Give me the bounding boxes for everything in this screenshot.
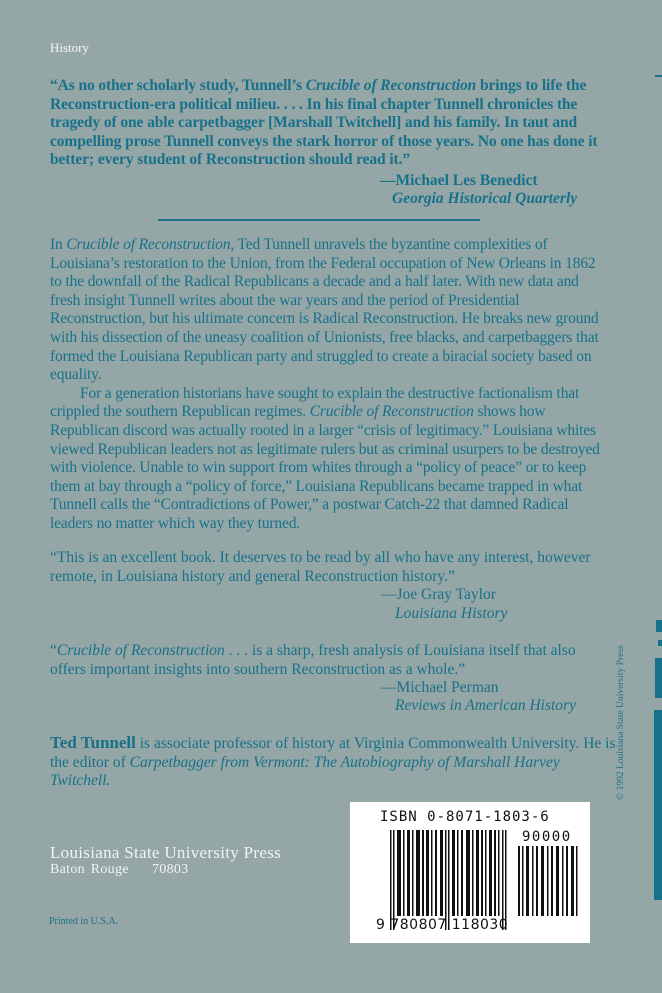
quote-author: —Michael Perman: [381, 679, 499, 696]
quote-author: —Michael Les Benedict: [380, 172, 538, 189]
isbn-barcode: [350, 802, 590, 943]
description-paragraph: In Crucible of Reconstruction, Ted Tunnell unravels the byzantine complexities of Louisiana’s restoration to the Union, from the Federal occupation of New Orleans in 1862 to the downfall of the Radical Republicans a decade and a half later. With new data and fresh insight Tunnell writes about the war years and the period of Presidential Reconstruction, but his ultimate concern is Radical Reconstruction. He breaks new ground with his dissection of the uneasy coalition of Unionists, free blacks, and carpetbaggers that formed the Louisiana Republican party and struggled to create a biracial society based on equality.: [50, 236, 599, 384]
price-code: 90000: [522, 829, 572, 845]
barcode-bars-icon: [390, 830, 508, 930]
spine-edge-decoration-icon: [652, 590, 662, 900]
printed-in-label: Printed in U.S.A.: [49, 916, 119, 927]
author-bio: Ted Tunnell is associate professor of history at Virginia Commonwealth University. He is the editor of Carpetbagger from Vermont: The Autobiography of Marshall Harvey Twitchell.: [50, 733, 616, 790]
isbn-number: ISBN 0-8071-1803-6: [380, 809, 550, 825]
publisher-address: Baton Rouge 70803: [50, 862, 189, 877]
category-label: History: [50, 40, 89, 55]
book-description: [50, 236, 610, 534]
quote-source: Reviews in American History: [395, 697, 576, 714]
quote-author: —Joe Gray Taylor: [381, 586, 496, 603]
quote-source: Louisiana History: [395, 605, 508, 622]
spine-mark: [655, 75, 662, 77]
author-book-title: Carpetbagger from Vermont: The Autobiography of Marshall Harvey Twitchell.: [50, 753, 560, 790]
section-divider: [158, 219, 480, 221]
ean-number: 9 780807 118030: [376, 917, 509, 933]
review-quote-perman: “Crucible of Reconstruction . . . is a sharp, fresh analysis of Louisiana itself that also offers important insights into southern Reconstruction as a whole.”: [50, 642, 576, 678]
author-name: Ted Tunnell: [50, 733, 136, 752]
publisher-name: Louisiana State University Press: [50, 843, 282, 862]
spine-copyright: © 1992 Louisiana State University Press: [616, 645, 626, 800]
review-quote-taylor: “This is an excellent book. It deserves to be read by all who have any interest, however remote, in Louisiana history and general Reconstruction history.”: [50, 549, 591, 585]
book-title: Crucible of Reconstruction: [305, 77, 477, 94]
review-quote-benedict: “As no other scholarly study, Tunnell’s Crucible of Reconstruction brings to life the Reconstruction-era political milieu. . . . In his final chapter Tunnell chronicles the tragedy of one able carpetbagger [Marshall Twitchell] and his family. In taut and compelling prose Tunnell conveys the stark horror of those years. No one has done it better; every student of Reconstruction should read it.”: [50, 77, 598, 169]
quote-source: Georgia Historical Quarterly: [392, 190, 578, 207]
addon-barcode-bars-icon: [518, 846, 580, 916]
description-paragraph: For a generation historians have sought to explain the destructive factionalism that crippled the southern Republican regimes. Crucible of Reconstruction shows how Republican discord was actually rooted in a larger “crisis of legitimacy.” Louisiana whites viewed Republican leaders not as legitimate rulers but as criminal usurpers to be destroyed with violence. Unable to win support from whites through a “policy of peace” or to keep them at bay through a “policy of force,” Louisiana Republicans became trapped in what Tunnell calls the “Contradictions of Power,” a postwar Catch-22 that damned Radical leaders no matter which way they turned.: [50, 384, 600, 532]
